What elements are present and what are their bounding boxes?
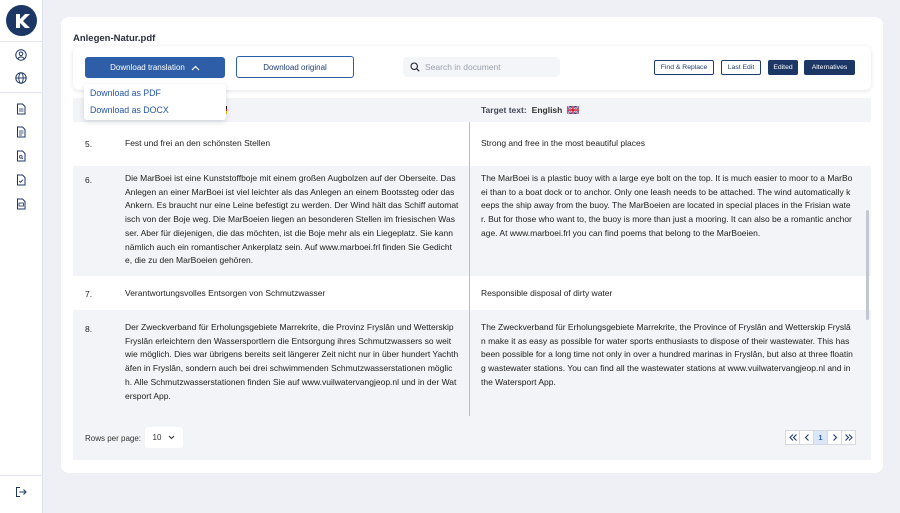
edited-button[interactable]: Edited: [768, 60, 798, 75]
document-icon[interactable]: [14, 102, 28, 116]
target-language: English: [531, 105, 563, 115]
column-divider[interactable]: [469, 122, 470, 416]
table-footer: [73, 416, 871, 460]
target-text[interactable]: Responsible disposal of dirty water: [481, 288, 613, 298]
target-text-label: Target text:: [481, 105, 527, 115]
page-number-button[interactable]: 1: [813, 430, 828, 445]
chevron-down-icon: [168, 435, 175, 440]
row-number: 5.: [85, 139, 93, 149]
logo-k-icon: [12, 11, 32, 31]
document-text-icon[interactable]: [14, 125, 28, 139]
logout-icon[interactable]: [14, 485, 28, 499]
download-dropdown-menu: [84, 84, 226, 120]
table-row[interactable]: [73, 310, 871, 416]
double-chevron-left-icon: [789, 434, 797, 441]
alternatives-button[interactable]: Alternatives: [804, 60, 855, 75]
find-replace-button[interactable]: Find & Replace: [654, 60, 714, 75]
source-text[interactable]: Fest und frei an den schönsten Stellen: [125, 138, 271, 148]
previous-page-button[interactable]: [799, 430, 814, 445]
last-edit-button[interactable]: Last Edit: [721, 60, 761, 75]
double-chevron-right-icon: [845, 434, 853, 441]
rows-per-page-select[interactable]: [145, 427, 183, 448]
download-translation-button[interactable]: [85, 57, 225, 78]
row-number: 8.: [85, 324, 93, 334]
sidebar: [0, 0, 43, 513]
source-text[interactable]: Die MarBoei ist eine Kunststoffboje mit einem großen Augbolzen auf der Oberseite. Das Anlegen an einer MarBoei ist viel leichter als das Anlegen an einem Bootssteg oder das Ankern. Es braucht nur eine Leine befestigt zu werden. Der Wind hält das Schiff automatisch von der Boje weg. Die MarBoeien liegen an besonderen Stellen im friesischen Wasser. Aber für diejenigen, die das möchten, ist die Boje mehr als ein Liegeplatz. Sie kann nämlich auch ein romantischer Ankerplatz sein. Auf www.marboei.frl finden Sie Gedichte, die zu den MarBoeien gehören.: [125, 173, 459, 266]
sidebar-divider: [0, 41, 43, 42]
row-number: 7.: [85, 289, 93, 299]
table-row[interactable]: [73, 166, 871, 276]
document-check-icon[interactable]: [14, 173, 28, 187]
table-row[interactable]: [73, 122, 871, 166]
row-number: 6.: [85, 175, 93, 185]
user-icon[interactable]: [14, 48, 28, 62]
source-text[interactable]: Verantwortungsvolles Entsorgen von Schmutzwasser: [125, 288, 326, 298]
chevron-left-icon: [803, 434, 811, 441]
next-page-button[interactable]: [827, 430, 842, 445]
download-as-docx-option[interactable]: Download as DOCX: [90, 105, 169, 115]
target-text-header: [481, 105, 579, 115]
app-logo[interactable]: [6, 5, 37, 36]
search-input[interactable]: [425, 62, 555, 72]
pagination: [786, 430, 856, 445]
target-text[interactable]: Strong and free in the most beautiful places: [481, 138, 645, 148]
rows-per-page-label: Rows per page:: [85, 434, 142, 443]
table-row[interactable]: [73, 276, 871, 310]
table-scrollbar[interactable]: [866, 210, 869, 320]
first-page-button[interactable]: [785, 430, 800, 445]
chevron-right-icon: [831, 434, 839, 441]
search-box: [403, 57, 560, 77]
sidebar-divider: [0, 92, 43, 93]
chevron-up-icon: [191, 65, 200, 71]
download-original-button[interactable]: Download original: [236, 56, 354, 78]
source-text[interactable]: Der Zweckverband für Erholungsgebiete Marrekrite, die Provinz Fryslân und Wetterskip Fryslân erleichtern den Wassersportlern die Entsorgung ihres Schmutzwassers so weit wie möglich. Dies war übrigens bereits seit längerer Zeit nicht nur in über hundert Yachthäfen in Fryslân, sondern auch bei drei schwimmenden Schmutzwasserstationen möglich. Alle Schmutzwasserstationen finden Sie auf www.vuilwatervangjeop.nl und in der Watersport App.: [125, 322, 459, 401]
last-page-button[interactable]: [841, 430, 856, 445]
download-as-pdf-option[interactable]: Download as PDF: [90, 88, 161, 98]
document-title: Anlegen-Natur.pdf: [73, 33, 156, 44]
rows-per-page-value: 10: [152, 433, 162, 442]
document-search-icon[interactable]: [14, 149, 28, 163]
sidebar-divider: [0, 475, 43, 476]
download-translation-label: Download translation: [110, 63, 185, 72]
globe-icon[interactable]: [14, 71, 28, 85]
search-icon: [410, 62, 420, 72]
uk-flag-icon: [567, 106, 579, 114]
document-folder-icon[interactable]: [14, 197, 28, 211]
target-text[interactable]: The Zweckverband für Erholungsgebiete Marrekrite, the Province of Fryslân and Wetterskip Fryslân make it as easy as possible for water sports enthusiasts to dispose of their wastewater. This has been possible for a long time not only in over a hundred marinas in Fryslân, but also at three floating wastewater stations. You can find all the wastewater stations at www.vuilwatervangjeop.nl and in the Watersport App.: [481, 322, 853, 387]
target-text[interactable]: The MarBoei is a plastic buoy with a large eye bolt on the top. It is much easier to moor to a MarBoei than to a boat dock or to anchor. Only one leash needs to be attached. The wind automatically keeps the ship away from the buoy. The MarBoeien are located in special places in the Frisian water. But for those who want to, the buoy is more than just a mooring. It can also be a romantic anchorage. At www.marboei.frl you can find poems that belong to the MarBoeien.: [481, 173, 853, 238]
